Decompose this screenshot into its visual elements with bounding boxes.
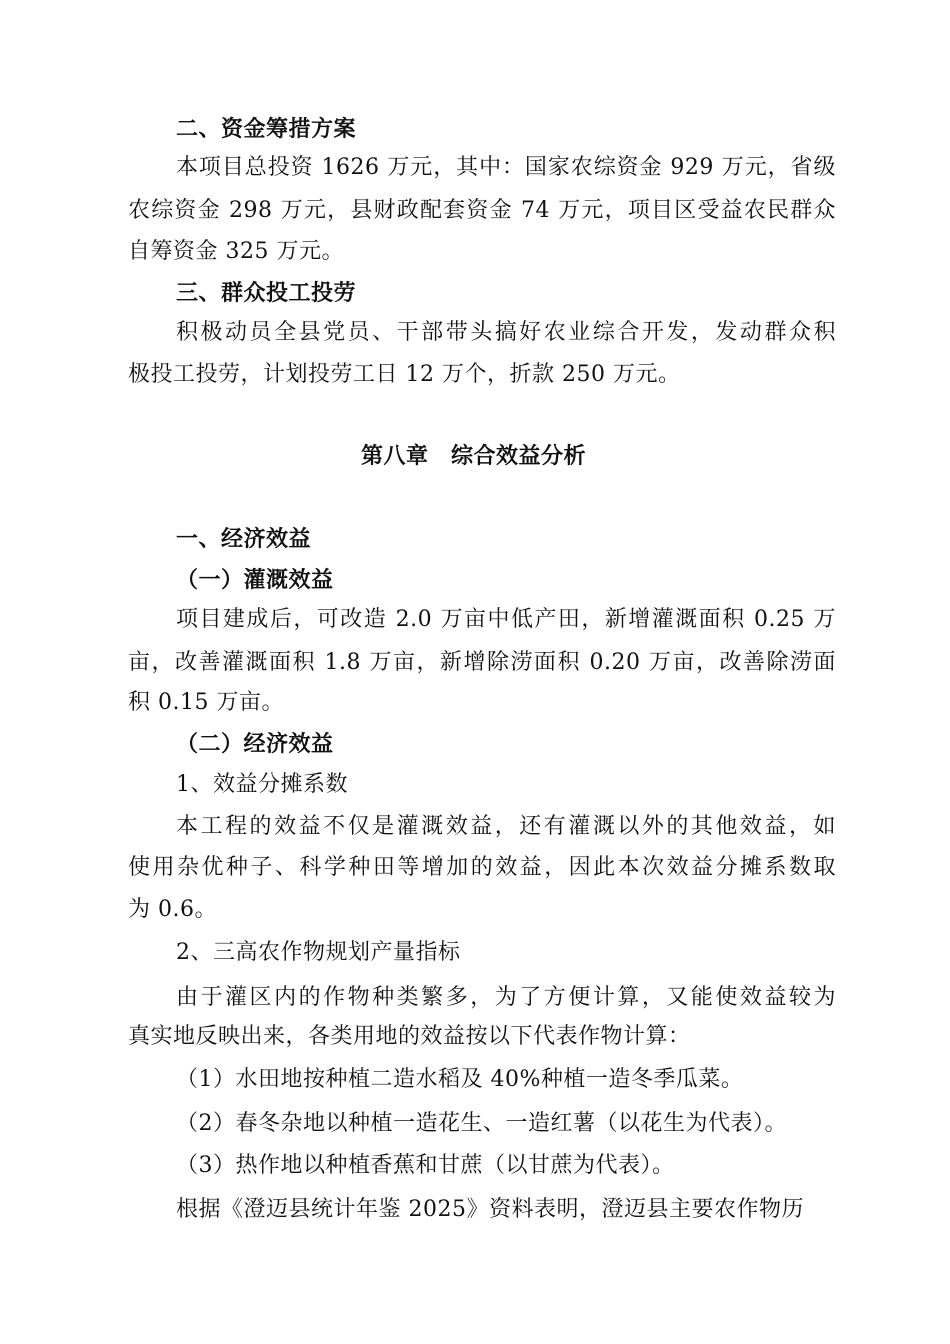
irrigation-para-line-2: 亩，改善灌溉面积 1.8 万亩，新增除涝面积 0.20 万亩，改善除涝面	[128, 650, 836, 675]
chapter-title: 第八章 综合效益分析	[361, 443, 587, 469]
item1-para-line-3: 为 0.6。	[128, 897, 217, 922]
subsection-heading-irrigation: （一）灌溉效益	[176, 567, 334, 593]
crop-list-item-1: （1）水田地按种植二造水稻及 40%种植一造冬季瓜菜。	[176, 1067, 744, 1092]
item2-title: 2、三高农作物规划产量指标	[176, 940, 461, 965]
item1-para-line-2: 使用杂优种子、科学种田等增加的效益，因此本次效益分摊系数取	[128, 855, 836, 880]
funding-para-line-1: 本项目总投资 1626 万元，其中：国家农综资金 929 万元，省级	[176, 155, 836, 180]
crop-list-item-2: （2）春冬杂地以种植一造花生、一造红薯（以花生为代表）。	[176, 1111, 787, 1136]
labor-para-line-1: 积极动员全县党员、干部带头搞好农业综合开发，发动群众积	[176, 320, 836, 345]
irrigation-para-line-3: 积 0.15 万亩。	[128, 690, 284, 715]
crop-list-item-3: （3）热作地以种植香蕉和甘蔗（以甘蔗为代表）。	[176, 1153, 675, 1178]
section-heading-labor: 三、群众投工投劳	[176, 280, 357, 306]
item2-para-line-1: 由于灌区内的作物种类繁多，为了方便计算，又能使效益较为	[176, 985, 836, 1010]
irrigation-para-line-1: 项目建成后，可改造 2.0 万亩中低产田，新增灌溉面积 0.25 万	[176, 607, 836, 632]
section-heading-economic: 一、经济效益	[176, 526, 312, 552]
section-heading-funding: 二、资金筹措方案	[176, 116, 357, 142]
statistics-para-line-1: 根据《澄迈县统计年鉴 2025》资料表明，澄迈县主要农作物历	[176, 1197, 804, 1222]
funding-para-line-3: 自筹资金 325 万元。	[128, 239, 344, 264]
item1-title: 1、效益分摊系数	[176, 772, 348, 797]
item1-para-line-1: 本工程的效益不仅是灌溉效益，还有灌溉以外的其他效益，如	[176, 814, 836, 839]
labor-para-line-2: 极投工投劳，计划投劳工日 12 万个，折款 250 万元。	[128, 362, 681, 387]
subsection-heading-economic: （二）经济效益	[176, 731, 334, 757]
item2-para-line-2: 真实地反映出来，各类用地的效益按以下代表作物计算：	[128, 1024, 691, 1049]
funding-para-line-2: 农综资金 298 万元，县财政配套资金 74 万元，项目区受益农民群众	[128, 198, 836, 223]
